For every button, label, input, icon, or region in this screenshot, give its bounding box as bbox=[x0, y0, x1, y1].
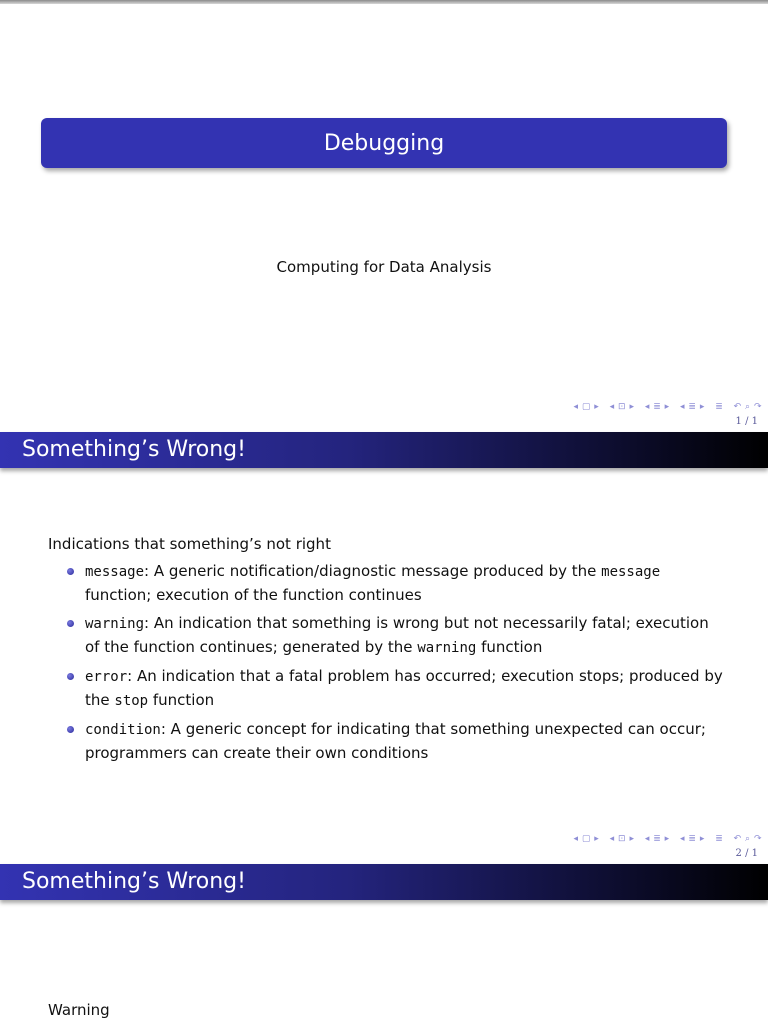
slide3-title: Something’s Wrong! bbox=[22, 869, 246, 894]
list-item bbox=[64, 612, 724, 660]
item-text: : An indication that a fatal problem has occurred; execution stops; produced by the bbox=[85, 667, 723, 709]
slide2-page-number: 2 / 1 bbox=[735, 848, 758, 859]
slide2-frame-title bbox=[0, 432, 768, 468]
item-code-inline: message bbox=[601, 564, 661, 580]
slide1-navigation-bar bbox=[567, 402, 762, 412]
bullet-icon bbox=[67, 620, 74, 627]
item-text-tail: function bbox=[148, 691, 215, 709]
nav-subsection-list-icon[interactable]: ◂ ≣ ▸ bbox=[680, 402, 705, 412]
nav-search-icon[interactable]: ↶ ⌕ ↷ bbox=[733, 402, 762, 412]
item-code: warning bbox=[85, 616, 145, 632]
nav-align-icon[interactable]: ≣ bbox=[715, 402, 724, 412]
item-code-inline: stop bbox=[114, 693, 149, 709]
slide2-navigation-bar bbox=[567, 834, 762, 844]
item-code-inline: warning bbox=[417, 640, 477, 656]
item-code: condition bbox=[85, 722, 161, 738]
item-text: : An indication that something is wrong but not necessarily fatal; execution of the function continues; generated by the bbox=[85, 614, 709, 656]
slide3-heading: Warning bbox=[48, 1001, 110, 1019]
list-item bbox=[64, 665, 724, 713]
nav-subsection-icon[interactable]: ◂ ⊡ ▸ bbox=[609, 834, 635, 844]
bullet-icon bbox=[67, 673, 74, 680]
slide1-title: Debugging bbox=[323, 130, 445, 156]
list-item bbox=[64, 560, 724, 607]
item-code: message bbox=[85, 564, 145, 580]
nav-section-icon[interactable]: ◂ ≣ ▸ bbox=[644, 402, 670, 412]
slide2-intro: Indications that something’s not right bbox=[48, 535, 331, 553]
nav-subsection-icon[interactable]: ◂ ⊡ ▸ bbox=[609, 402, 635, 412]
bullet-icon bbox=[67, 568, 74, 575]
nav-frame-icon[interactable]: ◂ ▢ ▸ bbox=[573, 834, 600, 844]
slide1-subtitle: Computing for Data Analysis bbox=[276, 258, 492, 276]
item-text-tail: function bbox=[476, 638, 543, 656]
slide1-title-box bbox=[41, 118, 727, 168]
slide2-title: Something’s Wrong! bbox=[22, 437, 246, 462]
list-item bbox=[64, 718, 724, 766]
nav-section-icon[interactable]: ◂ ≣ ▸ bbox=[644, 834, 670, 844]
slide2-bullet-list bbox=[64, 560, 724, 771]
item-text: : A generic concept for indicating that something unexpected can occur; programmers can create their own conditions bbox=[85, 720, 706, 762]
slide1-page-number: 1 / 1 bbox=[735, 416, 758, 427]
nav-frame-icon[interactable]: ◂ ▢ ▸ bbox=[573, 402, 600, 412]
nav-subsection-list-icon[interactable]: ◂ ≣ ▸ bbox=[680, 834, 705, 844]
item-text-tail: function; execution of the function continues bbox=[85, 586, 422, 604]
nav-search-icon[interactable]: ↶ ⌕ ↷ bbox=[733, 834, 762, 844]
nav-align-icon[interactable]: ≣ bbox=[715, 834, 724, 844]
slide3-frame-title bbox=[0, 864, 768, 900]
item-code: error bbox=[85, 669, 128, 685]
bullet-icon bbox=[67, 726, 74, 733]
item-text: : A generic notification/diagnostic message produced by the bbox=[144, 562, 602, 580]
top-border bbox=[0, 0, 768, 4]
